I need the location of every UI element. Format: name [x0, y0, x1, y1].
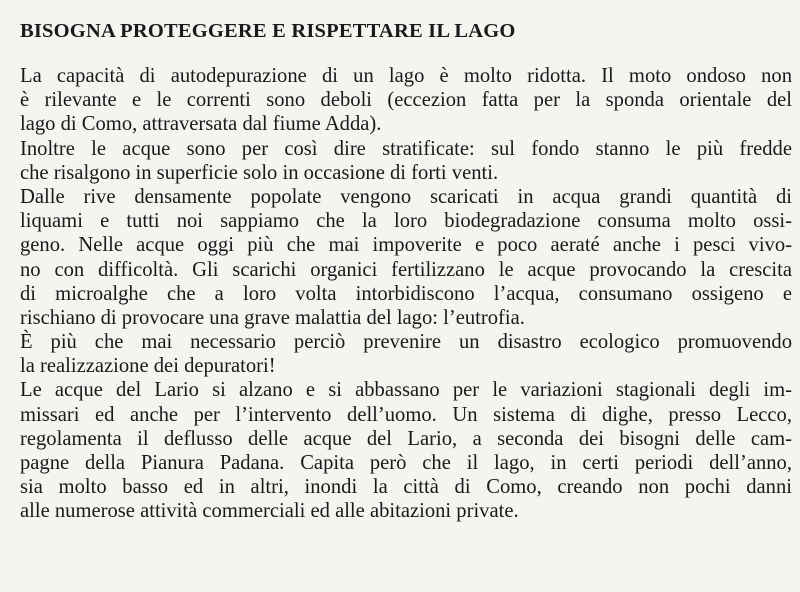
text-line: che risalgono in superficie solo in occasione di forti venti. — [20, 161, 499, 184]
text-line: sia molto basso ed in altri, inondi la città di Como, creando non pochi danni — [20, 476, 792, 499]
text-line: la realizzazione dei depuratori! — [20, 355, 276, 378]
document-body — [20, 64, 792, 524]
text-line: pagne della Pianura Padana. Capita però che il lago, in certi periodi dell’anno, — [20, 452, 792, 474]
text-line: è rilevante e le correnti sono deboli (eccezion fatta per la sponda orientale del — [20, 89, 792, 112]
text-line: geno. Nelle acque oggi più che mai impoverite e poco aeraté anche i pesci vivo- — [20, 234, 792, 257]
text-line: lago di Como, attraversata dal fiume Adda). — [20, 113, 382, 136]
text-line: liquami e tutti noi sappiamo che la loro biodegradazione consuma molto ossi- — [20, 210, 792, 233]
text-line: missari ed anche per l’intervento dell’uomo. Un sistema di dighe, presso Lecco, — [20, 403, 792, 426]
text-line: Dalle rive densamente popolate vengono scaricati in acqua grandi quantità di — [20, 185, 792, 208]
text-line: alle numerose attività commerciali ed alle abitazioni private. — [20, 500, 519, 523]
text-line: È più che mai necessario perciò prevenire un disastro ecologico promuovendo — [20, 331, 792, 354]
document-title: BISOGNA PROTEGGERE E RISPETTARE IL LAGO — [20, 20, 516, 42]
text-line: di microalghe che a loro volta intorbidiscono l’acqua, consumano ossigeno e — [20, 282, 792, 305]
text-line: rischiano di provocare una grave malattia del lago: l’eutrofia. — [20, 306, 525, 329]
text-line: regolamenta il deflusso delle acque del Lario, a seconda dei bisogni delle cam- — [20, 427, 792, 450]
text-line: no con difficoltà. Gli scarichi organici fertilizzano le acque provocando la crescita — [20, 258, 792, 281]
text-line: Inoltre le acque sono per così dire stratificate: sul fondo stanno le più fredde — [20, 137, 792, 160]
text-line: La capacità di autodepurazione di un lago è molto ridotta. Il moto ondoso non — [20, 65, 792, 87]
text-line: Le acque del Lario si alzano e si abbassano per le variazioni stagionali degli im- — [20, 379, 792, 402]
